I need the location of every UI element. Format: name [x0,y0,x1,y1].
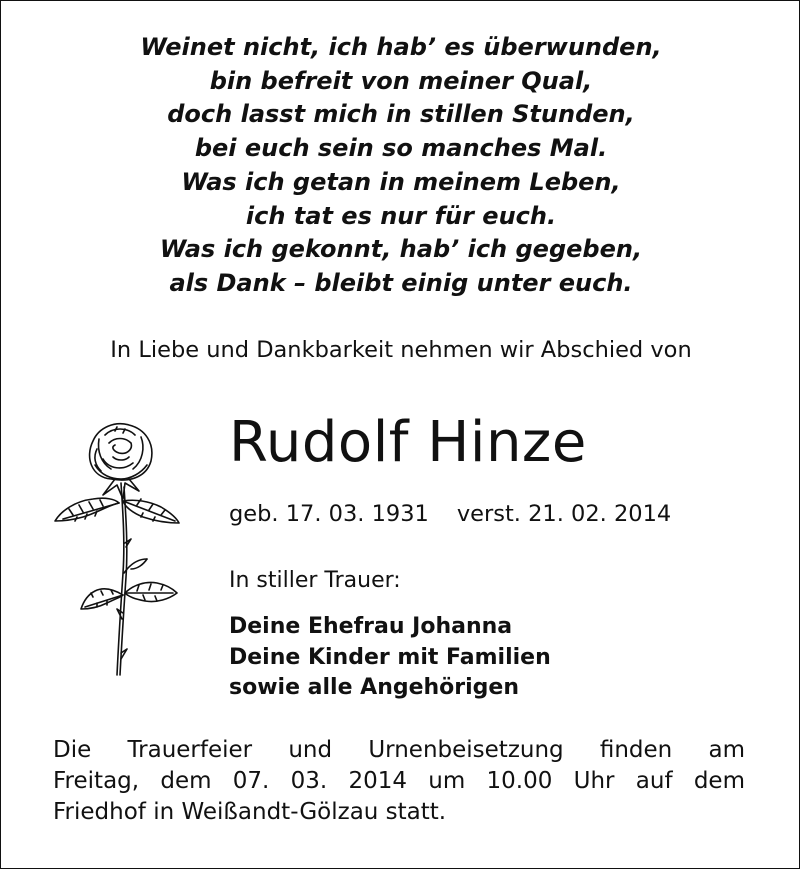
poem-line: Was ich gekonnt, hab’ ich gegeben, [159,235,643,264]
poem-line: Weinet nicht, ich hab’ es überwunden, [140,33,662,61]
rose-icon [53,413,185,683]
mourning-label: In stiller Trauer: [229,568,401,593]
funeral-line: Die Trauerfeier und Urnenbeisetzung finden am [53,737,745,763]
poem-line: als Dank – bleibt einig unter euch. [169,268,633,297]
life-dates [229,497,671,531]
deceased-name: Rudolf Hinze [229,410,587,475]
mourner-entry: Deine Kinder mit Familien [229,644,551,670]
poem-line: ich tat es nur für euch. [245,201,557,230]
poem-line: Was ich getan in meinem Leben, [181,167,621,196]
poem-line: bin befreit von meiner Qual, [209,66,593,95]
mourner-entry: sowie alle Angehörigen [229,675,520,700]
funeral-line: Friedhof in Weißandt-Gölzau statt. [53,799,447,825]
birth-date: geb. 17. 03. 1931 [229,501,429,527]
farewell-intro: In Liebe und Dankbarkeit nehmen wir Abschied von [110,337,692,363]
funeral-line: Freitag, dem 07. 03. 2014 um 10.00 Uhr auf dem [53,768,745,794]
memorial-poem [1,31,800,301]
mourner-entry: Deine Ehefrau Johanna [229,614,513,639]
poem-line: bei euch sein so manches Mal. [194,134,608,163]
poem-line: doch lasst mich in stillen Stunden, [167,100,635,129]
mourners-list [229,612,551,704]
death-date: verst. 21. 02. 2014 [456,501,672,527]
funeral-details [53,735,745,828]
